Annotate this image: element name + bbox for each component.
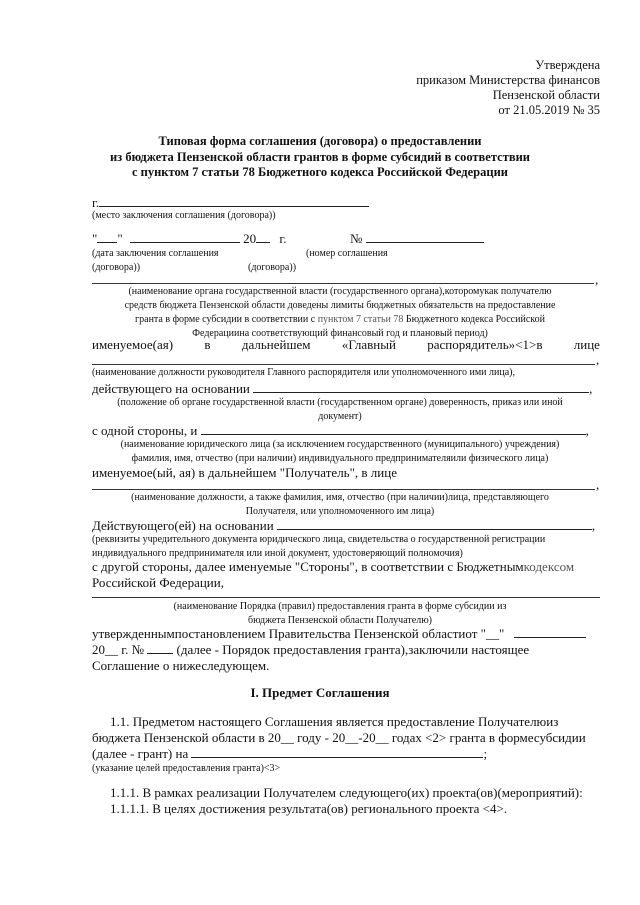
caption-line: (договора)) bbox=[92, 262, 141, 273]
recipient-caption bbox=[80, 492, 600, 518]
place-caption: (место заключения соглашения (договора)) bbox=[92, 210, 276, 221]
semicolon: ; bbox=[483, 746, 488, 761]
head-name-input[interactable] bbox=[92, 364, 595, 365]
date-caption bbox=[92, 248, 219, 274]
recipient-rep-input[interactable] bbox=[92, 489, 595, 490]
clause-1-1-line-2: бюджета Пензенской области в 20__ году - 20__-20__ годах <2> гранта в формесубсидии bbox=[92, 730, 586, 745]
label: Действующего(ей) на основании bbox=[92, 518, 274, 533]
approval-line: Утверждена bbox=[535, 58, 600, 72]
caption-line: (наименование юридического лица (за исключением государственного (муниципального) учреждения) bbox=[120, 439, 560, 450]
acting1-line bbox=[92, 381, 592, 397]
approval-line: от 21.05.2019 № 35 bbox=[498, 103, 600, 117]
caption-line: фамилия, имя, отчество (при наличии) индивидуального предпринимателяили физического лица) bbox=[131, 453, 549, 464]
quote-open: " bbox=[92, 231, 98, 246]
number-caption-1: (номер соглашения bbox=[306, 248, 388, 259]
acting1-caption bbox=[80, 397, 600, 423]
side1-input[interactable] bbox=[201, 423, 586, 435]
resolution-number-input[interactable] bbox=[147, 642, 173, 654]
comma: , bbox=[595, 272, 599, 287]
caption-line: (реквизиты учредительного документа юридического лица, свидетельства о государственной регистрации bbox=[92, 534, 546, 545]
head-caption: (наименование должности руководителя Главного распорядителя или уполномоченного ими лица), bbox=[92, 367, 515, 378]
title-line: из бюджета Пензенской области грантов в форме субсидий в соответствии bbox=[109, 149, 530, 164]
place-prefix: г. bbox=[92, 195, 100, 210]
acting2-line bbox=[92, 518, 595, 534]
comma: , bbox=[596, 477, 600, 492]
approval-block bbox=[416, 58, 600, 118]
day-input[interactable] bbox=[97, 231, 117, 243]
place-field bbox=[92, 195, 369, 211]
grant-purpose-caption: (указание целей предоставления гранта)<3> bbox=[92, 763, 281, 774]
quote-close: " bbox=[117, 231, 123, 246]
caption-line: (дата заключения соглашения bbox=[92, 248, 219, 259]
approved-line-1 bbox=[92, 626, 586, 642]
clause-1-1-line-1: 1.1. Предметом настоящего Соглашения является предоставление Получателюиз bbox=[110, 714, 559, 729]
comma: , bbox=[591, 518, 596, 533]
approval-line: приказом Министерства финансов bbox=[416, 73, 600, 87]
text-part: с другой стороны, далее именуемые "Стороны", в соответствии с Бюджетным bbox=[92, 559, 524, 574]
word: лице bbox=[573, 337, 600, 352]
title-line: с пунктом 7 статьи 78 Бюджетного кодекса Российской Федерации bbox=[131, 165, 508, 179]
year-suffix: г. bbox=[279, 231, 287, 246]
caption-link: пунктом 7 статьи 78 bbox=[317, 314, 404, 325]
caption-line: (наименование должности, а также фамилия, имя, отчество (при наличии)лица, представляющего bbox=[131, 492, 549, 503]
resolution-date-input[interactable] bbox=[514, 626, 586, 638]
approval-line: Пензенской области bbox=[492, 88, 600, 102]
caption-line: Федерациина соответствующий финансовый год и плановый период) bbox=[192, 328, 488, 339]
clause-1-1-1: 1.1.1. В рамках реализации Получателем следующего(их) проекта(ов)(мероприятий): bbox=[110, 785, 583, 800]
side2-line-2: Российской Федерации, bbox=[92, 575, 224, 590]
grant-purpose-input[interactable] bbox=[191, 746, 483, 758]
acting2-input[interactable] bbox=[277, 518, 592, 530]
side1-caption bbox=[80, 439, 600, 465]
title-line: Типовая форма соглашения (договора) о предоставлении bbox=[158, 134, 482, 148]
caption-line: (положение об органе государственной власти (государственном органе) доверенность, приказ или иной bbox=[117, 397, 563, 408]
acting2-caption bbox=[92, 534, 545, 560]
number-caption-2: (договора)) bbox=[248, 262, 297, 273]
caption-part: Бюджетного кодекса Российской bbox=[405, 314, 545, 325]
label: действующего на основании bbox=[92, 381, 250, 396]
word: дальнейшем bbox=[241, 337, 311, 352]
caption-part: гранта в форме субсидии в соответствии с bbox=[135, 314, 316, 325]
comma: , bbox=[589, 381, 593, 396]
procedure-input[interactable] bbox=[92, 597, 600, 598]
text-part: утвержденнымпостановлением Правительства Пензенской областиот "__" bbox=[92, 626, 505, 641]
acting1-input[interactable] bbox=[253, 381, 589, 393]
number-sign: № bbox=[350, 231, 363, 246]
text-part: (далее - грант) на bbox=[92, 746, 189, 761]
side2-caption bbox=[80, 601, 600, 627]
comma: , bbox=[585, 423, 589, 438]
date-field bbox=[92, 231, 287, 247]
number-field bbox=[350, 231, 484, 247]
word: распорядитель»<1>в bbox=[427, 337, 543, 352]
word: в bbox=[204, 337, 211, 352]
caption-line: (наименование органа государственной власти (государственного органа),которомукак получателю bbox=[128, 286, 552, 297]
organ-caption bbox=[80, 286, 600, 340]
clause-1-1-1-1: 1.1.1.1. В целях достижения результата(ов) регионального проекта <4>. bbox=[110, 801, 508, 816]
label: с одной стороны, и bbox=[92, 423, 198, 438]
number-input[interactable] bbox=[366, 231, 484, 243]
caption-line: Получателя, или уполномоченного им лица) bbox=[245, 506, 435, 517]
text-part: (далее - Порядок предоставления гранта),заключили настоящее bbox=[176, 642, 530, 657]
organ-input[interactable] bbox=[92, 283, 594, 284]
caption-line: документ) bbox=[318, 411, 362, 422]
side2-line-1 bbox=[92, 559, 574, 575]
approved-line-2 bbox=[92, 642, 529, 658]
clause-1-1-line-3 bbox=[92, 746, 487, 762]
place-input[interactable] bbox=[99, 195, 369, 207]
caption-line: средств бюджета Пензенской области доведены лимиты бюджетных обязательств на предоставление bbox=[124, 300, 556, 311]
comma: , bbox=[596, 352, 600, 367]
caption-line: (наименование Порядка (правил) предоставления гранта в форме субсидии из bbox=[173, 601, 507, 612]
document-title bbox=[40, 134, 600, 181]
approved-line-3: Соглашение о нижеследующем. bbox=[92, 658, 270, 673]
year-input[interactable] bbox=[256, 231, 270, 243]
named-main-line bbox=[92, 337, 600, 353]
recipient-line: именуемое(ый, ая) в дальнейшем "Получатель", в лице bbox=[92, 465, 397, 480]
year-prefix: 20 bbox=[243, 231, 257, 246]
word: именуемое(ая) bbox=[92, 337, 174, 352]
caption-line: индивидуального предпринимателя или иной документ, удостоверяющий полномочия) bbox=[92, 548, 463, 559]
month-input[interactable] bbox=[130, 231, 240, 243]
caption-line: бюджета Пензенской области Получателю) bbox=[248, 615, 432, 626]
text-part: 20__ г. № bbox=[92, 642, 145, 657]
word: «Главный bbox=[341, 337, 396, 352]
text-link: кодексом bbox=[523, 559, 575, 574]
caption-line bbox=[80, 314, 600, 326]
side1-line bbox=[92, 423, 589, 439]
section-title: I. Предмет Соглашения bbox=[250, 685, 390, 700]
